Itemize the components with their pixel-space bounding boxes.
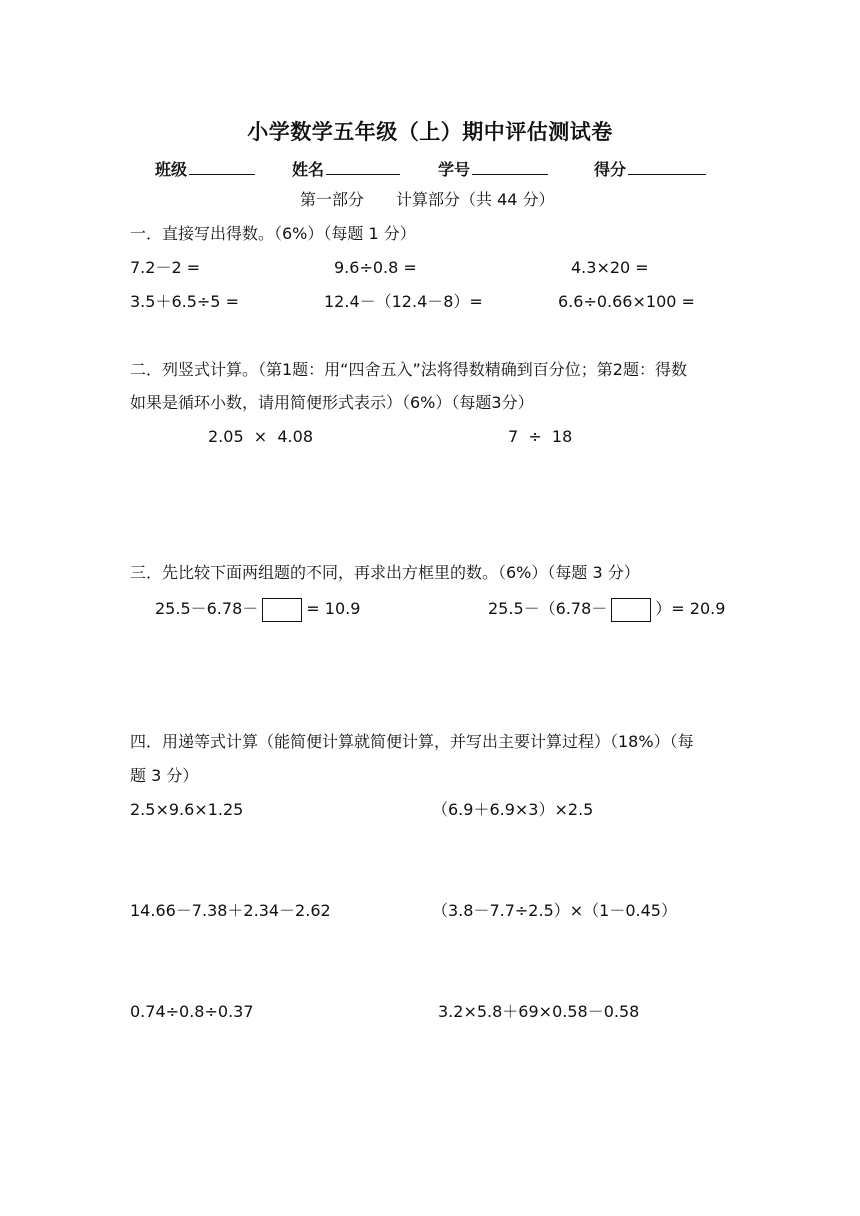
section1-item: 3.5＋6.5÷5 = bbox=[130, 292, 239, 311]
name-label: 姓名 bbox=[292, 160, 325, 179]
part1-heading: 第一部分 计算部分（共 44 分） bbox=[300, 190, 555, 209]
class-field[interactable] bbox=[155, 157, 255, 180]
section3-item-1-after: = 10.9 bbox=[306, 599, 361, 618]
section3-item-2-after: ）= 20.9 bbox=[655, 599, 726, 618]
section2-item: 2.05 × 4.08 bbox=[208, 427, 313, 446]
section1-heading: 一．直接写出得数。（6%）（每题 1 分） bbox=[130, 224, 416, 243]
class-blank[interactable] bbox=[189, 158, 255, 175]
section1-item: 12.4－（12.4－8）= bbox=[324, 292, 483, 311]
name-blank[interactable] bbox=[326, 158, 400, 175]
section4-heading-line2: 题 3 分） bbox=[130, 766, 199, 785]
section3-item-2 bbox=[488, 596, 725, 622]
section2-heading-line1: 二．列竖式计算。（第1题：用“四舍五入”法将得数精确到百分位；第2题：得数 bbox=[130, 360, 687, 379]
section2-item: 7 ÷ 18 bbox=[508, 427, 573, 446]
section1-item: 4.3×20 = bbox=[571, 258, 649, 277]
section1-item: 9.6÷0.8 = bbox=[334, 258, 417, 277]
answer-box-1[interactable] bbox=[262, 598, 302, 622]
name-field[interactable] bbox=[292, 157, 400, 180]
score-blank[interactable] bbox=[628, 158, 706, 175]
section4-item: （3.8－7.7÷2.5）×（1－0.45） bbox=[432, 901, 677, 920]
section4-item: 14.66－7.38＋2.34－2.62 bbox=[130, 901, 331, 920]
section2-heading-line2: 如果是循环小数，请用简便形式表示）（6%）（每题3分） bbox=[130, 393, 534, 412]
student-id-field[interactable] bbox=[438, 157, 548, 180]
student-id-label: 学号 bbox=[438, 160, 471, 179]
score-label: 得分 bbox=[594, 160, 627, 179]
page-title: 小学数学五年级（上）期中评估测试卷 bbox=[247, 120, 613, 144]
section3-heading: 三．先比较下面两组题的不同，再求出方框里的数。（6%）（每题 3 分） bbox=[130, 563, 640, 582]
section1-item: 6.6÷0.66×100 = bbox=[558, 292, 695, 311]
section4-item: （6.9＋6.9×3）×2.5 bbox=[432, 800, 594, 819]
section4-item: 2.5×9.6×1.25 bbox=[130, 800, 244, 819]
student-id-blank[interactable] bbox=[472, 158, 548, 175]
section3-item-1-before: 25.5－6.78－ bbox=[155, 599, 259, 618]
score-field[interactable] bbox=[594, 157, 706, 180]
section3-item-2-before: 25.5－（6.78－ bbox=[488, 599, 608, 618]
section4-item: 0.74÷0.8÷0.37 bbox=[130, 1002, 254, 1021]
section4-item: 3.2×5.8＋69×0.58－0.58 bbox=[438, 1002, 640, 1021]
class-label: 班级 bbox=[155, 160, 188, 179]
answer-box-2[interactable] bbox=[611, 598, 651, 622]
section3-item-1 bbox=[155, 596, 360, 622]
section4-heading-line1: 四．用递等式计算（能简便计算就简便计算，并写出主要计算过程）（18%）（每 bbox=[130, 732, 694, 751]
section1-item: 7.2－2 = bbox=[130, 258, 201, 277]
